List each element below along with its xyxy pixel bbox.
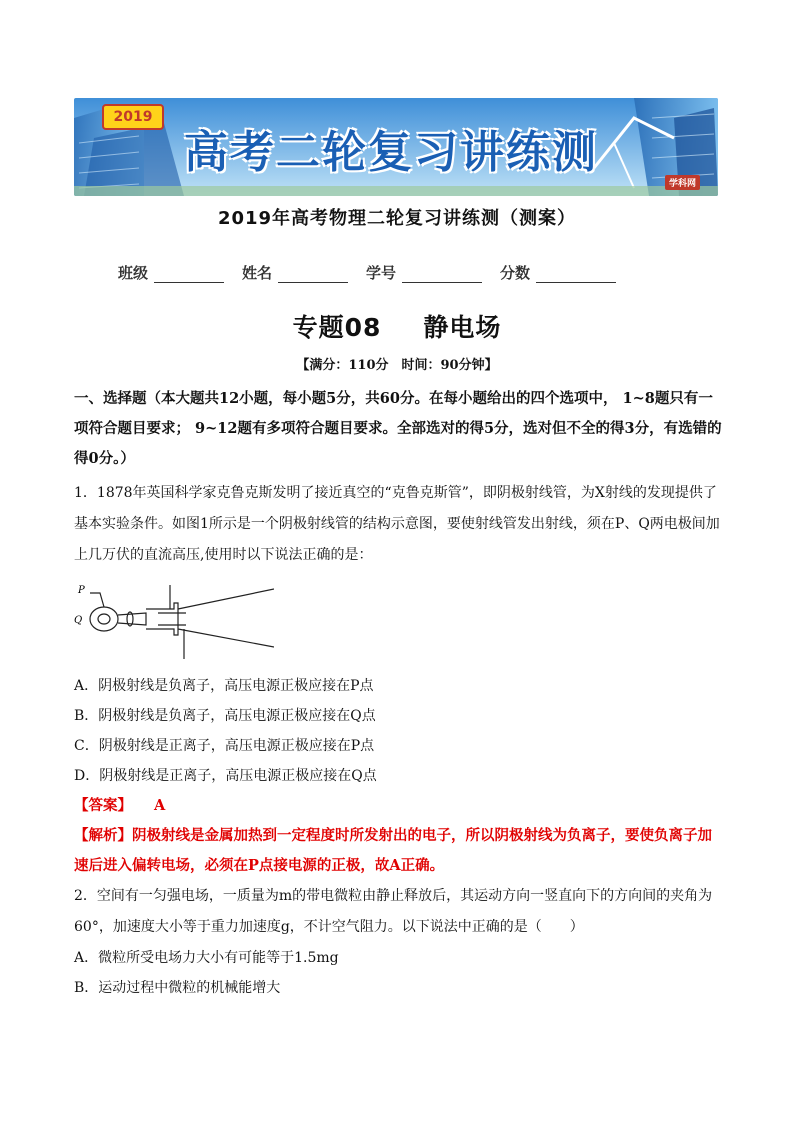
figure-label-p: P <box>78 585 85 596</box>
topic-name: 静电场 <box>423 313 502 342</box>
analysis-text: 【解析】阴极射线是金属加热到一定程度时所发射出的电子，所以阴极射线为负离子，要使负离子加速后进入偏转电场，必须在P点接电源的正极，故A正确。 <box>74 827 712 874</box>
header-banner <box>74 98 718 196</box>
banner-title: 高考二轮复习讲练测 <box>184 127 598 178</box>
answer-value: A <box>154 797 166 814</box>
exam-content <box>74 384 724 1003</box>
cathode-ray-tube-diagram <box>74 575 274 667</box>
class-blank[interactable] <box>154 268 224 283</box>
answer-line <box>74 791 724 821</box>
student-id-field[interactable] <box>366 262 482 283</box>
option-b[interactable]: B．运动过程中微粒的机械能增大 <box>74 980 281 996</box>
student-id-label: 学号 <box>366 264 397 282</box>
name-blank[interactable] <box>278 268 348 283</box>
class-label: 班级 <box>118 264 149 282</box>
student-info-row <box>118 262 678 283</box>
question-stem: 1．1878年英国科学家克鲁克斯发明了接近真空的“克鲁克斯管”，即阴极射线管，为X射线的发现提供了基本实验条件。如图1所示是一个阴极射线管的结构示意图，要使射线管发出射线，须在P、Q两电极间加上几万伏的直流高压,使用时以下说法正确的是： <box>74 485 720 563</box>
cathode-ray-tube-figure <box>74 571 724 671</box>
banner-logo: 学科网 <box>665 175 700 190</box>
student-id-blank[interactable] <box>402 268 482 283</box>
banner-year: 2019 <box>113 109 153 125</box>
option-a[interactable]: A．微粒所受电场力大小有可能等于1.5mg <box>74 950 339 966</box>
class-field[interactable] <box>118 262 224 283</box>
name-label: 姓名 <box>242 264 273 282</box>
banner-year-badge <box>102 104 164 130</box>
option-a[interactable]: A．阴极射线是负离子，高压电源正极应接在P点 <box>74 678 374 694</box>
score-label: 分数 <box>500 264 531 282</box>
topic-number: 专题08 <box>292 313 382 342</box>
option-c[interactable]: C．阴极射线是正离子，高压电源正极应接在P点 <box>74 738 375 754</box>
document-title: 2019年高考物理二轮复习讲练测（测案） <box>217 208 577 229</box>
option-d[interactable]: D．阴极射线是正离子，高压电源正极应接在Q点 <box>74 768 377 784</box>
topic-title <box>0 308 794 344</box>
score-time-line: 【满分：110分 时间：90分钟】 <box>296 358 498 373</box>
figure-label-q: Q <box>74 615 83 626</box>
question-2 <box>74 881 724 1003</box>
option-b[interactable]: B．阴极射线是负离子，高压电源正极应接在Q点 <box>74 708 376 724</box>
score-blank[interactable] <box>536 268 616 283</box>
answer-tag: 【答案】 <box>74 797 132 814</box>
score-field[interactable] <box>500 262 616 283</box>
question-1 <box>74 478 724 881</box>
name-field[interactable] <box>242 262 348 283</box>
question-stem: 2．空间有一匀强电场，一质量为m的带电微粒由静止释放后，其运动方向一竖直向下的方向间的夹角为60°，加速度大小等于重力加速度g，不计空气阻力。以下说法中正确的是（ ） <box>74 888 713 935</box>
section-heading: 一、选择题（本大题共12小题，每小题5分，共60分。在每小题给出的四个选项中， 1~8题只有一项符合题目要求； 9~12题有多项符合题目要求。全部选对的得5分，选对但不全的得3分，有选错的得0分。） <box>74 390 722 467</box>
